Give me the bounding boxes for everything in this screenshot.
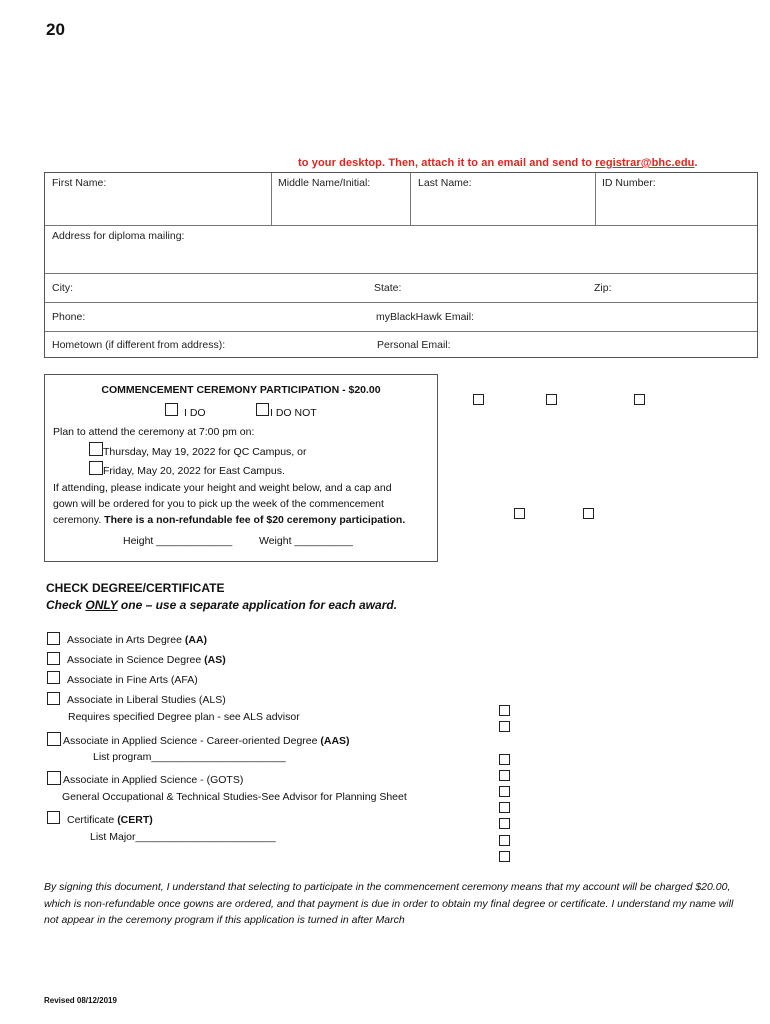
aa-label: Associate in Arts Degree (AA) [67, 634, 208, 646]
state-field[interactable]: State: [374, 282, 402, 294]
gots-note: General Occupational & Technical Studies-See Advisor for Planning Sheet [62, 791, 407, 803]
ceremony-body-line2: gown will be ordered for you to pick up the week of the commencement [53, 498, 384, 510]
as-label: Associate in Science Degree (AS) [67, 654, 226, 666]
plan-text: Plan to attend the ceremony at 7:00 pm on: [53, 426, 255, 438]
hometown-row [45, 331, 757, 359]
id-number-field[interactable]: ID Number: [602, 177, 656, 189]
side-checkbox-2[interactable] [499, 721, 510, 732]
aas-program-field[interactable]: List program_______________________ [93, 751, 286, 763]
i-do-checkbox[interactable] [165, 403, 178, 416]
i-do-not-checkbox[interactable] [256, 403, 269, 416]
east-campus-checkbox[interactable] [89, 461, 103, 475]
phone-field[interactable]: Phone: [52, 311, 86, 323]
degree-section-subtitle: Check ONLY one – use a separate application for each award. [46, 598, 398, 612]
revised-date: Revised 08/12/2019 [44, 996, 117, 1005]
gots-label: Associate in Applied Science - (GOTS) [63, 774, 244, 786]
form-year: 20 [46, 20, 65, 39]
ceremony-body-line3: ceremony. There is a non-refundable fee of $20 ceremony participation. [53, 514, 406, 526]
address-row [45, 225, 757, 274]
aa-checkbox[interactable] [47, 632, 60, 645]
phone-row [45, 302, 757, 332]
side-checkbox-5[interactable] [499, 786, 510, 797]
aas-checkbox[interactable] [47, 732, 61, 746]
afa-label: Associate in Fine Arts (AFA) [67, 674, 198, 686]
height-field[interactable]: Height _____________ [123, 535, 233, 547]
instructions-end: . [694, 157, 698, 169]
aas-label: Associate in Applied Science - Career-oriented Degree (AAS) [63, 735, 350, 747]
degree-section-title: CHECK DEGREE/CERTIFICATE [46, 581, 225, 595]
name-row [45, 173, 757, 226]
last-name-field[interactable]: Last Name: [418, 177, 472, 189]
as-checkbox[interactable] [47, 652, 60, 665]
side-checkbox-8[interactable] [499, 835, 510, 846]
side-checkbox-9[interactable] [499, 851, 510, 862]
registrar-email-link[interactable]: registrar@bhc.edu [595, 157, 695, 169]
city-field[interactable]: City: [52, 282, 73, 294]
extra-checkbox-1[interactable] [473, 394, 484, 405]
student-info-table [44, 172, 758, 358]
zip-field[interactable]: Zip: [594, 282, 612, 294]
cert-checkbox[interactable] [47, 811, 60, 824]
east-campus-label: Friday, May 20, 2022 for East Campus. [103, 465, 285, 477]
extra-checkbox-3[interactable] [634, 394, 645, 405]
extra-checkbox-2[interactable] [546, 394, 557, 405]
extra-checkbox-4[interactable] [514, 508, 525, 519]
myblackhawk-email-field[interactable]: myBlackHawk Email: [376, 311, 475, 323]
afa-checkbox[interactable] [47, 671, 60, 684]
side-checkbox-7[interactable] [499, 818, 510, 829]
side-checkbox-4[interactable] [499, 770, 510, 781]
side-checkbox-6[interactable] [499, 802, 510, 813]
als-checkbox[interactable] [47, 692, 60, 705]
email-instructions [298, 157, 698, 169]
weight-field[interactable]: Weight __________ [259, 535, 353, 547]
cert-label: Certificate (CERT) [67, 814, 153, 826]
instructions-text: to your desktop. Then, attach it to an email and send to [298, 157, 596, 169]
city-row [45, 273, 757, 303]
cert-major-field[interactable]: List Major________________________ [90, 831, 276, 843]
middle-name-field[interactable]: Middle Name/Initial: [278, 177, 371, 189]
extra-checkbox-5[interactable] [583, 508, 594, 519]
gots-checkbox[interactable] [47, 771, 61, 785]
ceremony-participation-box [44, 374, 438, 562]
side-checkbox-1[interactable] [499, 705, 510, 716]
ceremony-title: COMMENCEMENT CEREMONY PARTICIPATION - $20.00 [101, 384, 381, 396]
hometown-field[interactable]: Hometown (if different from address): [52, 339, 226, 351]
als-label: Associate in Liberal Studies (ALS) [67, 694, 226, 706]
disclaimer-text: By signing this document, I understand that selecting to participate in the commencement ceremony means that my account will be charged $20.00, which is non-refundable once gowns are ordered, and that payment is due in order to obtain my final degree or certificate. I understand my name will not appear in the ceremony program if this application is turned in after March [44, 881, 734, 926]
ceremony-body-line1: If attending, please indicate your height and weight below, and a cap and [53, 482, 392, 494]
first-name-field[interactable]: First Name: [52, 177, 107, 189]
address-field[interactable]: Address for diploma mailing: [52, 230, 185, 242]
i-do-label: I DO [184, 407, 206, 419]
qc-campus-label: Thursday, May 19, 2022 for QC Campus, or [103, 446, 307, 458]
personal-email-field[interactable]: Personal Email: [377, 339, 451, 351]
side-checkbox-3[interactable] [499, 754, 510, 765]
i-do-not-label: I DO NOT [270, 407, 317, 419]
als-note: Requires specified Degree plan - see ALS advisor [68, 711, 300, 723]
qc-campus-checkbox[interactable] [89, 442, 103, 456]
